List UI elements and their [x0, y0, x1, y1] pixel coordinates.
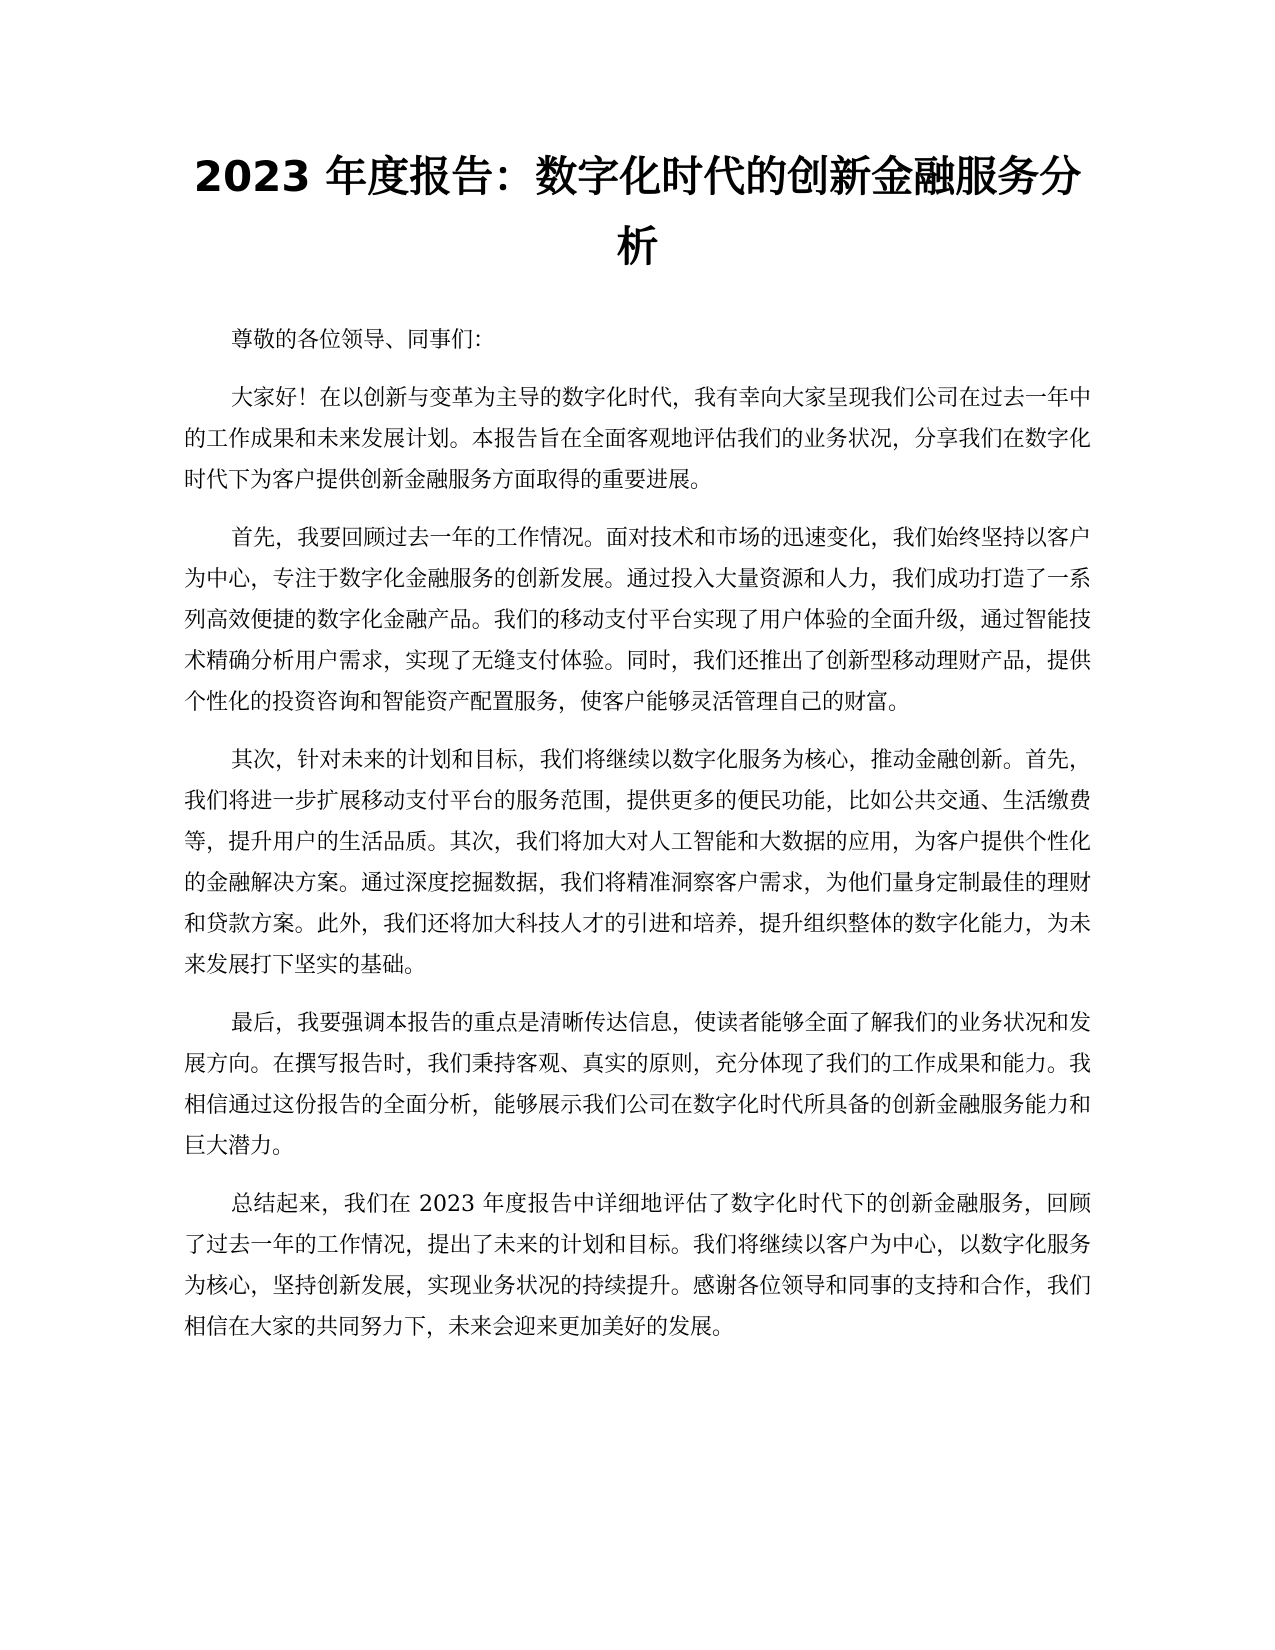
paragraph-summary: 总结起来，我们在 2023 年度报告中详细地评估了数字化时代下的创新金融服务，回顾了过去一年的工作情况，提出了未来的计划和目标。我们将继续以客户为中心，以数字化服务为核心，坚持创新发展，实现业务状况的持续提升。感谢各位领导和同事的支持和合作，我们相信在大家的共同努力下，未来会迎来更加美好的发展。 — [184, 1192, 1091, 1340]
document-body — [184, 320, 1091, 1365]
salutation: 尊敬的各位领导、同事们： — [231, 328, 496, 353]
paragraph-emphasis: 最后，我要强调本报告的重点是清晰传达信息，使读者能够全面了解我们的业务状况和发展方向。在撰写报告时，我们秉持客观、真实的原则，充分体现了我们的工作成果和能力。我相信通过这份报告的全面分析，能够展示我们公司在数字化时代所具备的创新金融服务能力和巨大潜力。 — [184, 1011, 1091, 1159]
paragraph-review: 首先，我要回顾过去一年的工作情况。面对技术和市场的迅速变化，我们始终坚持以客户为中心，专注于数字化金融服务的创新发展。通过投入大量资源和人力，我们成功打造了一系列高效便捷的数字化金融产品。我们的移动支付平台实现了用户体验的全面升级，通过智能技术精确分析用户需求，实现了无缝支付体验。同时，我们还推出了创新型移动理财产品，提供个性化的投资咨询和智能资产配置服务，使客户能够灵活管理自己的财富。 — [184, 526, 1091, 715]
paragraph-intro: 大家好！在以创新与变革为主导的数字化时代，我有幸向大家呈现我们公司在过去一年中的工作成果和未来发展计划。本报告旨在全面客观地评估我们的业务状况，分享我们在数字化时代下为客户提供创新金融服务方面取得的重要进展。 — [184, 386, 1091, 493]
paragraph-plans: 其次，针对未来的计划和目标，我们将继续以数字化服务为核心，推动金融创新。首先，我们将进一步扩展移动支付平台的服务范围，提供更多的便民功能，比如公共交通、生活缴费等，提升用户的生活品质。其次，我们将加大对人工智能和大数据的应用，为客户提供个性化的金融解决方案。通过深度挖掘数据，我们将精准洞察客户需求，为他们量身定制最佳的理财和贷款方案。此外，我们还将加大科技人才的引进和培养，提升组织整体的数字化能力，为未来发展打下坚实的基础。 — [184, 748, 1091, 978]
document-title: 2023 年度报告：数字化时代的创新金融服务分析 — [193, 152, 1082, 271]
